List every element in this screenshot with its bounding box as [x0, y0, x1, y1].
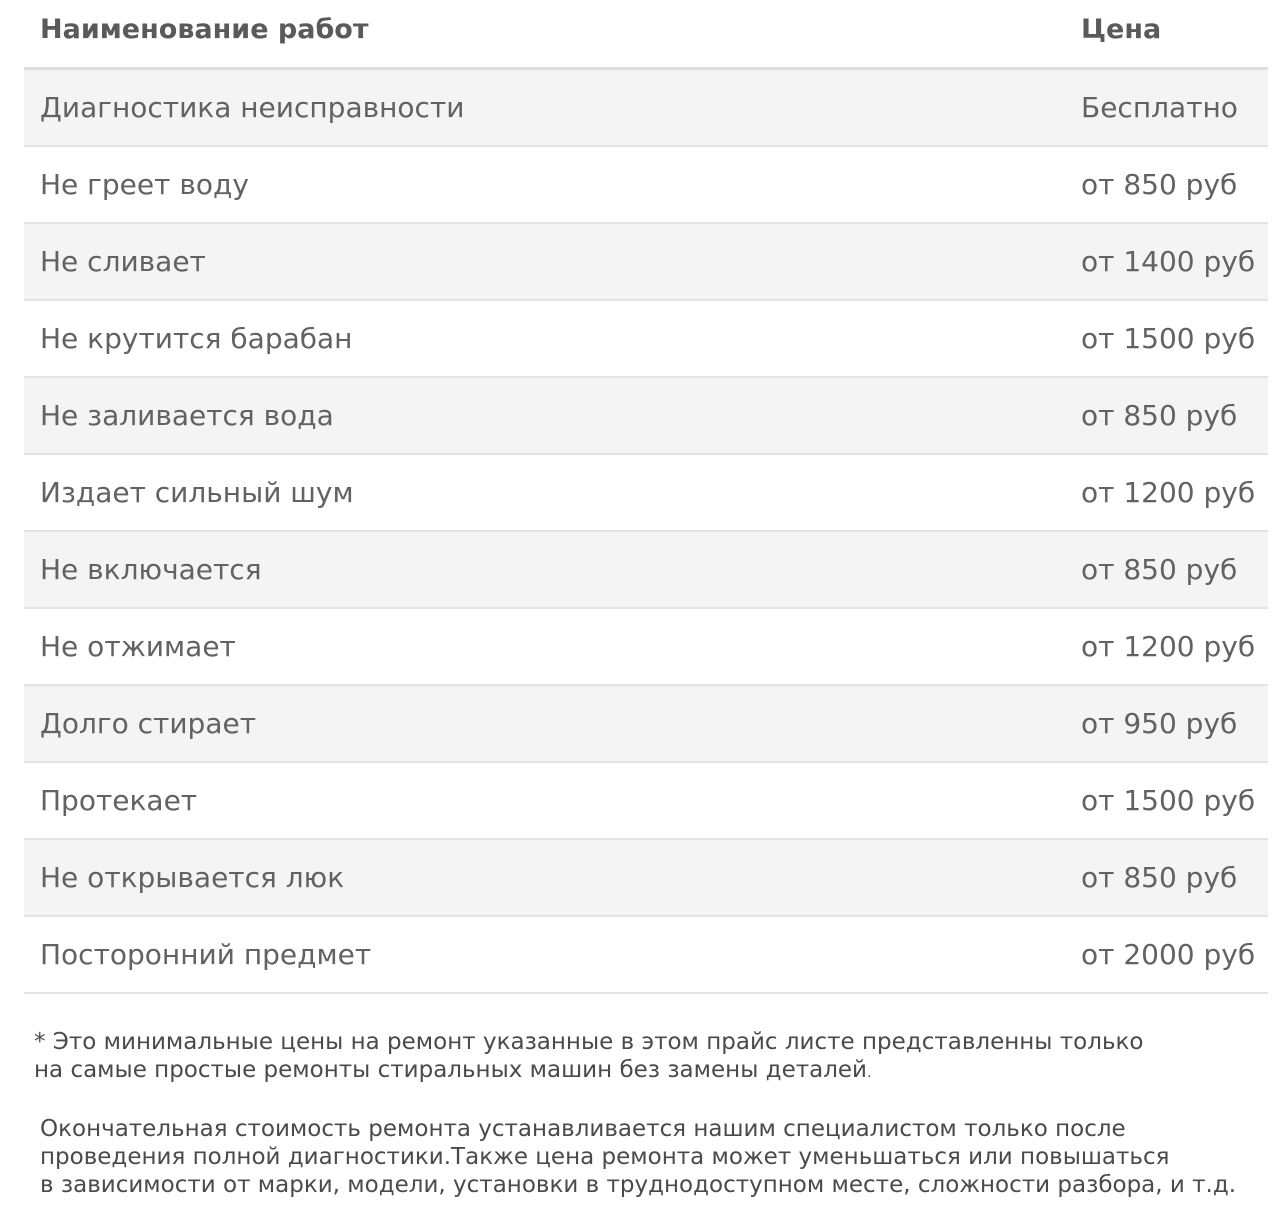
service-name: Не сливает [40, 245, 206, 278]
service-price: от 850 руб [1081, 168, 1238, 201]
service-price: от 1400 руб [1081, 245, 1256, 278]
service-price: от 1500 руб [1081, 784, 1256, 817]
table-row [24, 917, 1268, 994]
service-price: от 1200 руб [1081, 476, 1256, 509]
table-row [24, 301, 1268, 378]
table-row [24, 763, 1268, 840]
service-name: Не заливается вода [40, 399, 334, 432]
table-row [24, 147, 1268, 224]
service-price: от 850 руб [1081, 399, 1238, 432]
service-name: Не открывается люк [40, 861, 345, 894]
table-row [24, 840, 1268, 917]
service-name: Долго стирает [40, 707, 257, 740]
service-name: Не отжимает [40, 630, 236, 663]
note-period: . [867, 1065, 872, 1081]
table-header [24, 0, 1268, 70]
service-name: Не крутится барабан [40, 322, 353, 355]
service-price: от 850 руб [1081, 553, 1238, 586]
table-body [24, 70, 1268, 994]
note-line: * Это минимальные цены на ремонт указанные в этом прайс листе представленны только [34, 1029, 1144, 1055]
note-line: проведения полной диагностики.Также цена ремонта может уменьшаться или повышаться [40, 1144, 1170, 1170]
service-name: Издает сильный шум [40, 476, 354, 509]
note-line: в зависимости от марки, модели, установки в труднодоступном месте, сложности разбора, и т.д. [40, 1172, 1237, 1198]
price-table [24, 0, 1268, 994]
table-row [24, 70, 1268, 147]
service-price: от 2000 руб [1081, 938, 1256, 971]
service-name: Диагностика неисправности [40, 91, 465, 124]
table-row [24, 224, 1268, 301]
service-name: Не греет воду [40, 168, 249, 201]
table-row [24, 455, 1268, 532]
service-name: Посторонний предмет [40, 938, 372, 971]
note-text: на самые простые ремонты стиральных машин без замены деталей [34, 1057, 868, 1083]
service-name: Не включается [40, 553, 262, 586]
note-line [34, 1056, 1274, 1087]
column-header-price: Цена [1081, 14, 1162, 45]
service-price: от 950 руб [1081, 707, 1238, 740]
table-row [24, 378, 1268, 455]
service-price: от 850 руб [1081, 861, 1238, 894]
note-minimal-prices [34, 1028, 1274, 1087]
table-row [24, 609, 1268, 686]
service-price: от 1200 руб [1081, 630, 1256, 663]
service-price: от 1500 руб [1081, 322, 1256, 355]
note-final-cost [34, 1115, 1274, 1199]
service-price: Бесплатно [1081, 91, 1238, 124]
price-notes [34, 1028, 1274, 1199]
note-line: Окончательная стоимость ремонта устанавливается нашим специалистом только после [40, 1116, 1126, 1142]
table-row [24, 532, 1268, 609]
table-row [24, 686, 1268, 763]
service-name: Протекает [40, 784, 198, 817]
column-header-name: Наименование работ [40, 14, 369, 45]
